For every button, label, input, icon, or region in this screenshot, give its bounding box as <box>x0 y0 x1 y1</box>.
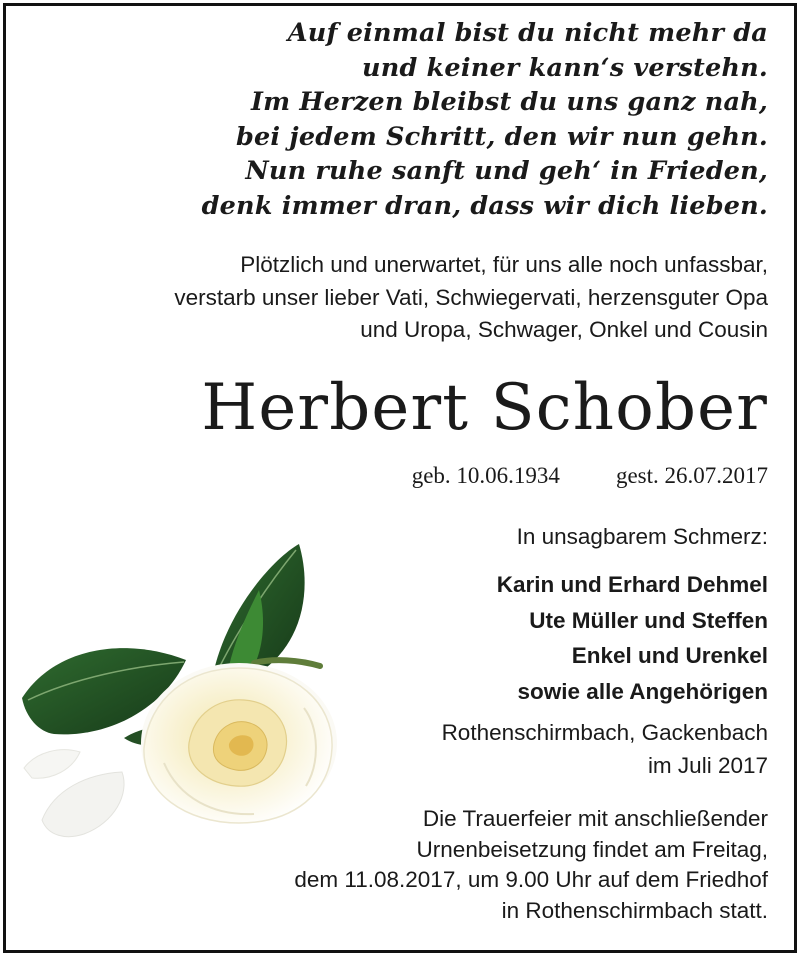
poem-line: Nun ruhe sanft und geh‘ in Frieden, <box>245 156 768 187</box>
funeral-line: Die Trauerfeier mit anschließender <box>422 806 768 831</box>
deceased-name: Herbert Schober <box>201 371 768 445</box>
intro-text <box>174 249 768 347</box>
mourners-list <box>497 567 768 709</box>
grief-line: In unsagbarem Schmerz: <box>516 524 768 549</box>
death-date: gest. 26.07.2017 <box>615 463 768 488</box>
intro-line: und Uropa, Schwager, Onkel und Cousin <box>360 317 768 342</box>
poem-line: bei jedem Schritt, den wir nun gehn. <box>235 121 768 152</box>
mourner: Ute Müller und Steffen <box>529 607 768 633</box>
poem <box>202 16 768 224</box>
funeral-info <box>294 804 768 926</box>
funeral-line: dem 11.08.2017, um 9.00 Uhr auf dem Friedhof <box>294 867 768 892</box>
mourner: Enkel und Urenkel <box>571 643 768 668</box>
funeral-line: Urnenbeisetzung findet am Freitag, <box>416 836 768 862</box>
intro-line: Plötzlich und unerwartet, für uns alle noch unfassbar, <box>240 252 768 277</box>
place-line: Rothenschirmbach, Gackenbach <box>441 720 768 745</box>
place-and-date <box>442 717 768 782</box>
intro-line: verstarb unser lieber Vati, Schwiegervati, herzensguter Opa <box>174 284 768 310</box>
funeral-line: in Rothenschirmbach statt. <box>501 897 768 923</box>
mourner: Karin und Erhard Dehmel <box>496 572 768 597</box>
mourner: sowie alle Angehörigen <box>517 678 768 704</box>
poem-line: Auf einmal bist du nicht mehr da <box>287 18 768 48</box>
life-dates <box>412 460 768 492</box>
poem-line: Im Herzen bleibst du uns ganz nah, <box>250 87 768 118</box>
white-rose-image <box>14 538 344 850</box>
poem-line: denk immer dran, dass wir dich lieben. <box>201 190 768 221</box>
place-line: im Juli 2017 <box>647 752 768 778</box>
birth-date: geb. 10.06.1934 <box>411 463 560 488</box>
poem-line: und keiner kann‘s verstehn. <box>361 52 768 83</box>
